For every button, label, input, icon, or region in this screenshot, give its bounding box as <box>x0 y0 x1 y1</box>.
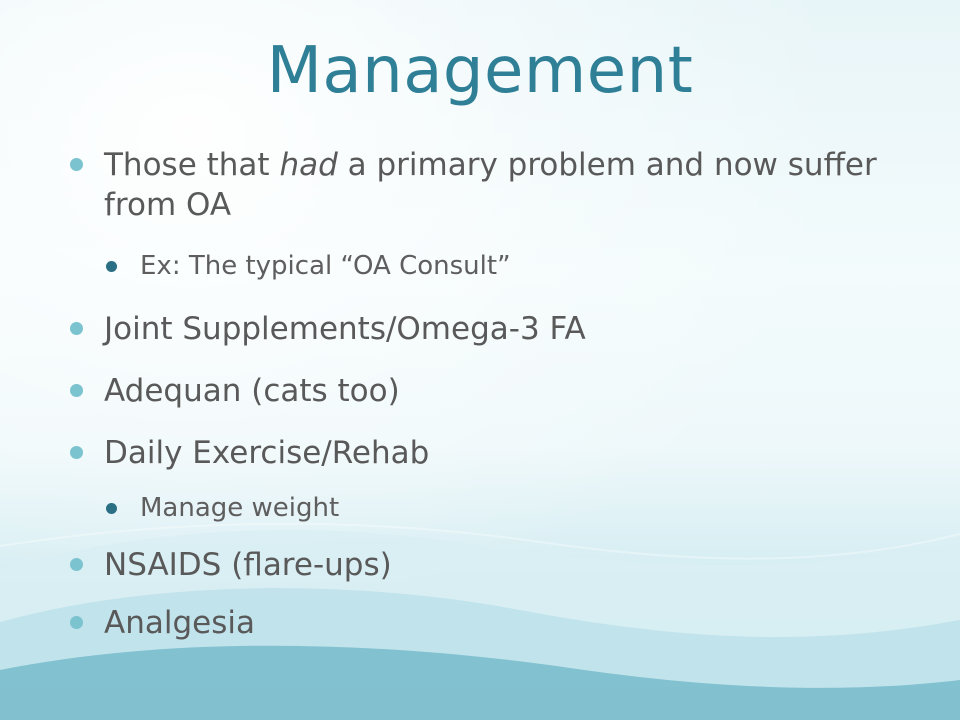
slide-title: Management <box>266 34 694 108</box>
bullet-text-suffix: a primary problem and now suffer from OA <box>104 147 877 223</box>
bullet-text-emphasis: had <box>279 147 338 183</box>
slide-content <box>70 145 900 643</box>
bullet-adequan: Adequan (cats too) <box>70 371 900 411</box>
bullet-text-prefix: Those that <box>104 147 280 183</box>
bullet-daily-exercise: Daily Exercise/Rehab <box>70 433 900 473</box>
subbullet-oa-consult: Ex: The typical “OA Consult” <box>106 249 900 283</box>
bullet-joint-supplements: Joint Supplements/Omega-3 FA <box>70 309 900 349</box>
bullet-nsaids: NSAIDS (flare-ups) <box>70 545 900 585</box>
subbullet-manage-weight: Manage weight <box>106 491 900 525</box>
bullet-primary-problem <box>70 145 900 225</box>
bullet-analgesia: Analgesia <box>70 603 900 643</box>
